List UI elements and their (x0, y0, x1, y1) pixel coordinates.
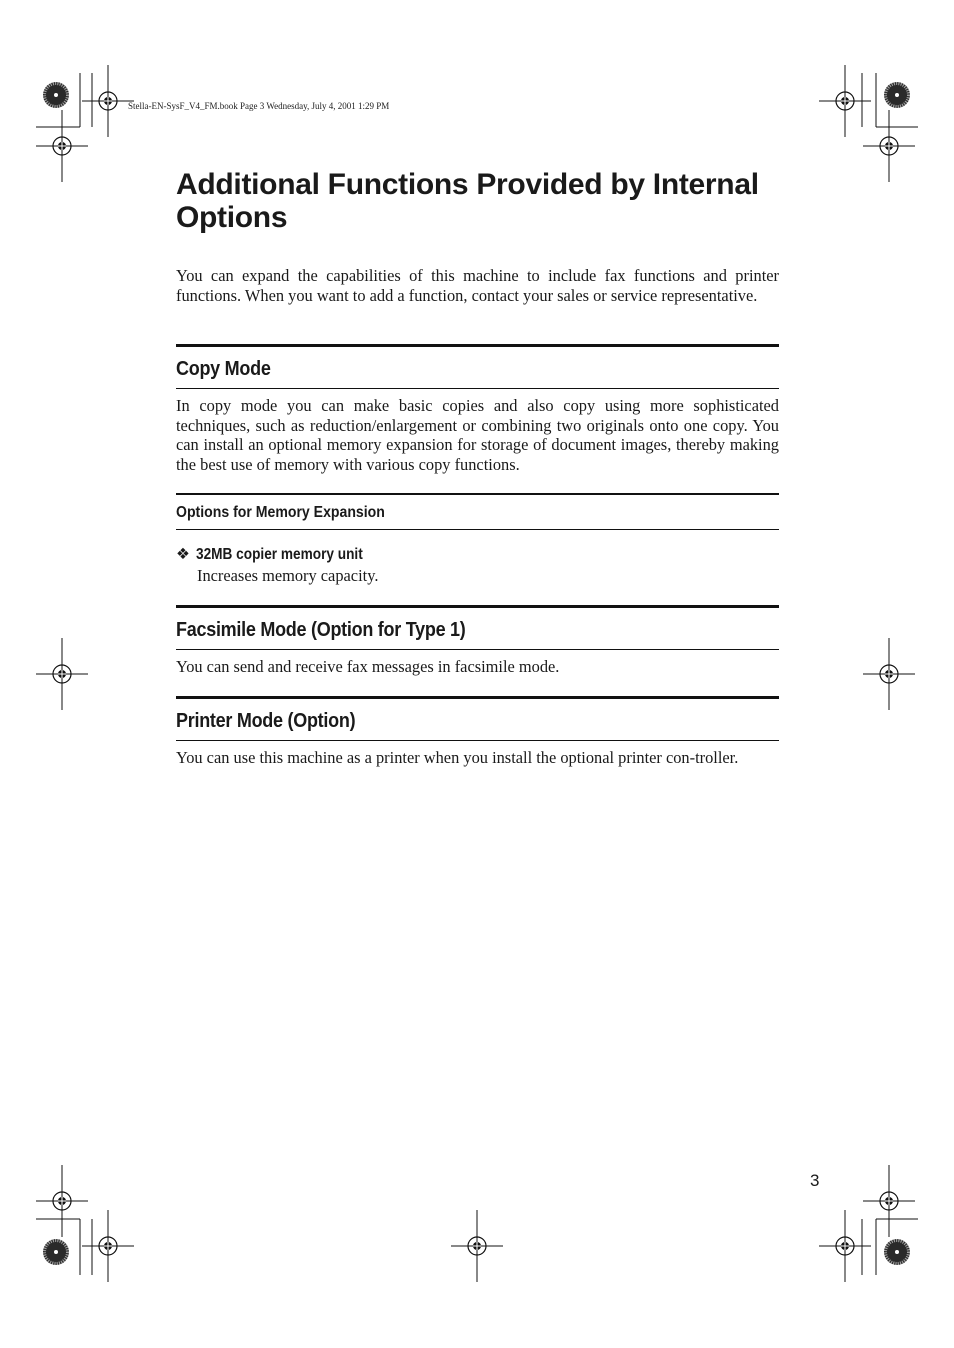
section-heading-facsimile-mode (176, 605, 779, 650)
subsection-heading-text: Options for Memory Expansion (176, 504, 385, 521)
registration-target-icon (863, 110, 915, 182)
registration-target-icon (451, 1210, 503, 1282)
crop-mark-bottom-right (819, 1165, 918, 1282)
page-number: 3 (810, 1171, 820, 1190)
intro-paragraph: You can expand the capabilities of this machine to include fax functions and printer functions. When you want to add a function, contact your sales or service representative. (176, 266, 779, 305)
section-heading-text: Copy Mode (176, 358, 271, 380)
registration-star-icon (43, 1239, 69, 1265)
registration-target-icon (819, 1210, 871, 1282)
facsimile-mode-paragraph: You can send and receive fax messages in facsimile mode. (176, 657, 560, 676)
option-item-description: Increases memory capacity. (197, 566, 379, 585)
section-heading-copy-mode (176, 344, 779, 389)
section-heading-text: Printer Mode (Option) (176, 710, 356, 732)
registration-target-icon (819, 65, 871, 137)
copy-mode-paragraph: In copy mode you can make basic copies and also copy using more sophisticated techniques, such as reduction/enlargement or combining two originals onto one copy. You can install an optional memory expansion for storage of document images, thereby making the best use of memory with various copy functions. (176, 396, 779, 474)
registration-star-icon (884, 82, 910, 108)
print-file-info: Stella-EN-SysF_V4_FM.book Page 3 Wednesday, July 4, 2001 1:29 PM (128, 101, 390, 111)
crop-mark-bottom-left (36, 1165, 134, 1282)
subsection-heading-memory-expansion (176, 493, 779, 530)
page-title: Additional Functions Provided by Internal Options (176, 168, 759, 234)
option-item-title (176, 545, 385, 564)
section-heading-text: Facsimile Mode (Option for Type 1) (176, 619, 466, 641)
registration-star-icon (43, 82, 69, 108)
registration-target-icon (82, 1210, 134, 1282)
registration-target-icon (863, 1165, 915, 1237)
registration-target-icon (36, 638, 88, 710)
crop-mark-top-right (819, 65, 918, 182)
registration-target-icon (863, 638, 915, 710)
printer-mode-paragraph: You can use this machine as a printer when you install the optional printer con-troller. (176, 748, 739, 767)
option-item-name: 32MB copier memory unit (195, 546, 363, 563)
section-heading-printer-mode (176, 696, 779, 741)
diamond-bullet-icon: ❖ (176, 545, 190, 563)
registration-target-icon (82, 65, 134, 137)
registration-star-icon (884, 1239, 910, 1265)
crop-mark-top-left (36, 65, 134, 182)
